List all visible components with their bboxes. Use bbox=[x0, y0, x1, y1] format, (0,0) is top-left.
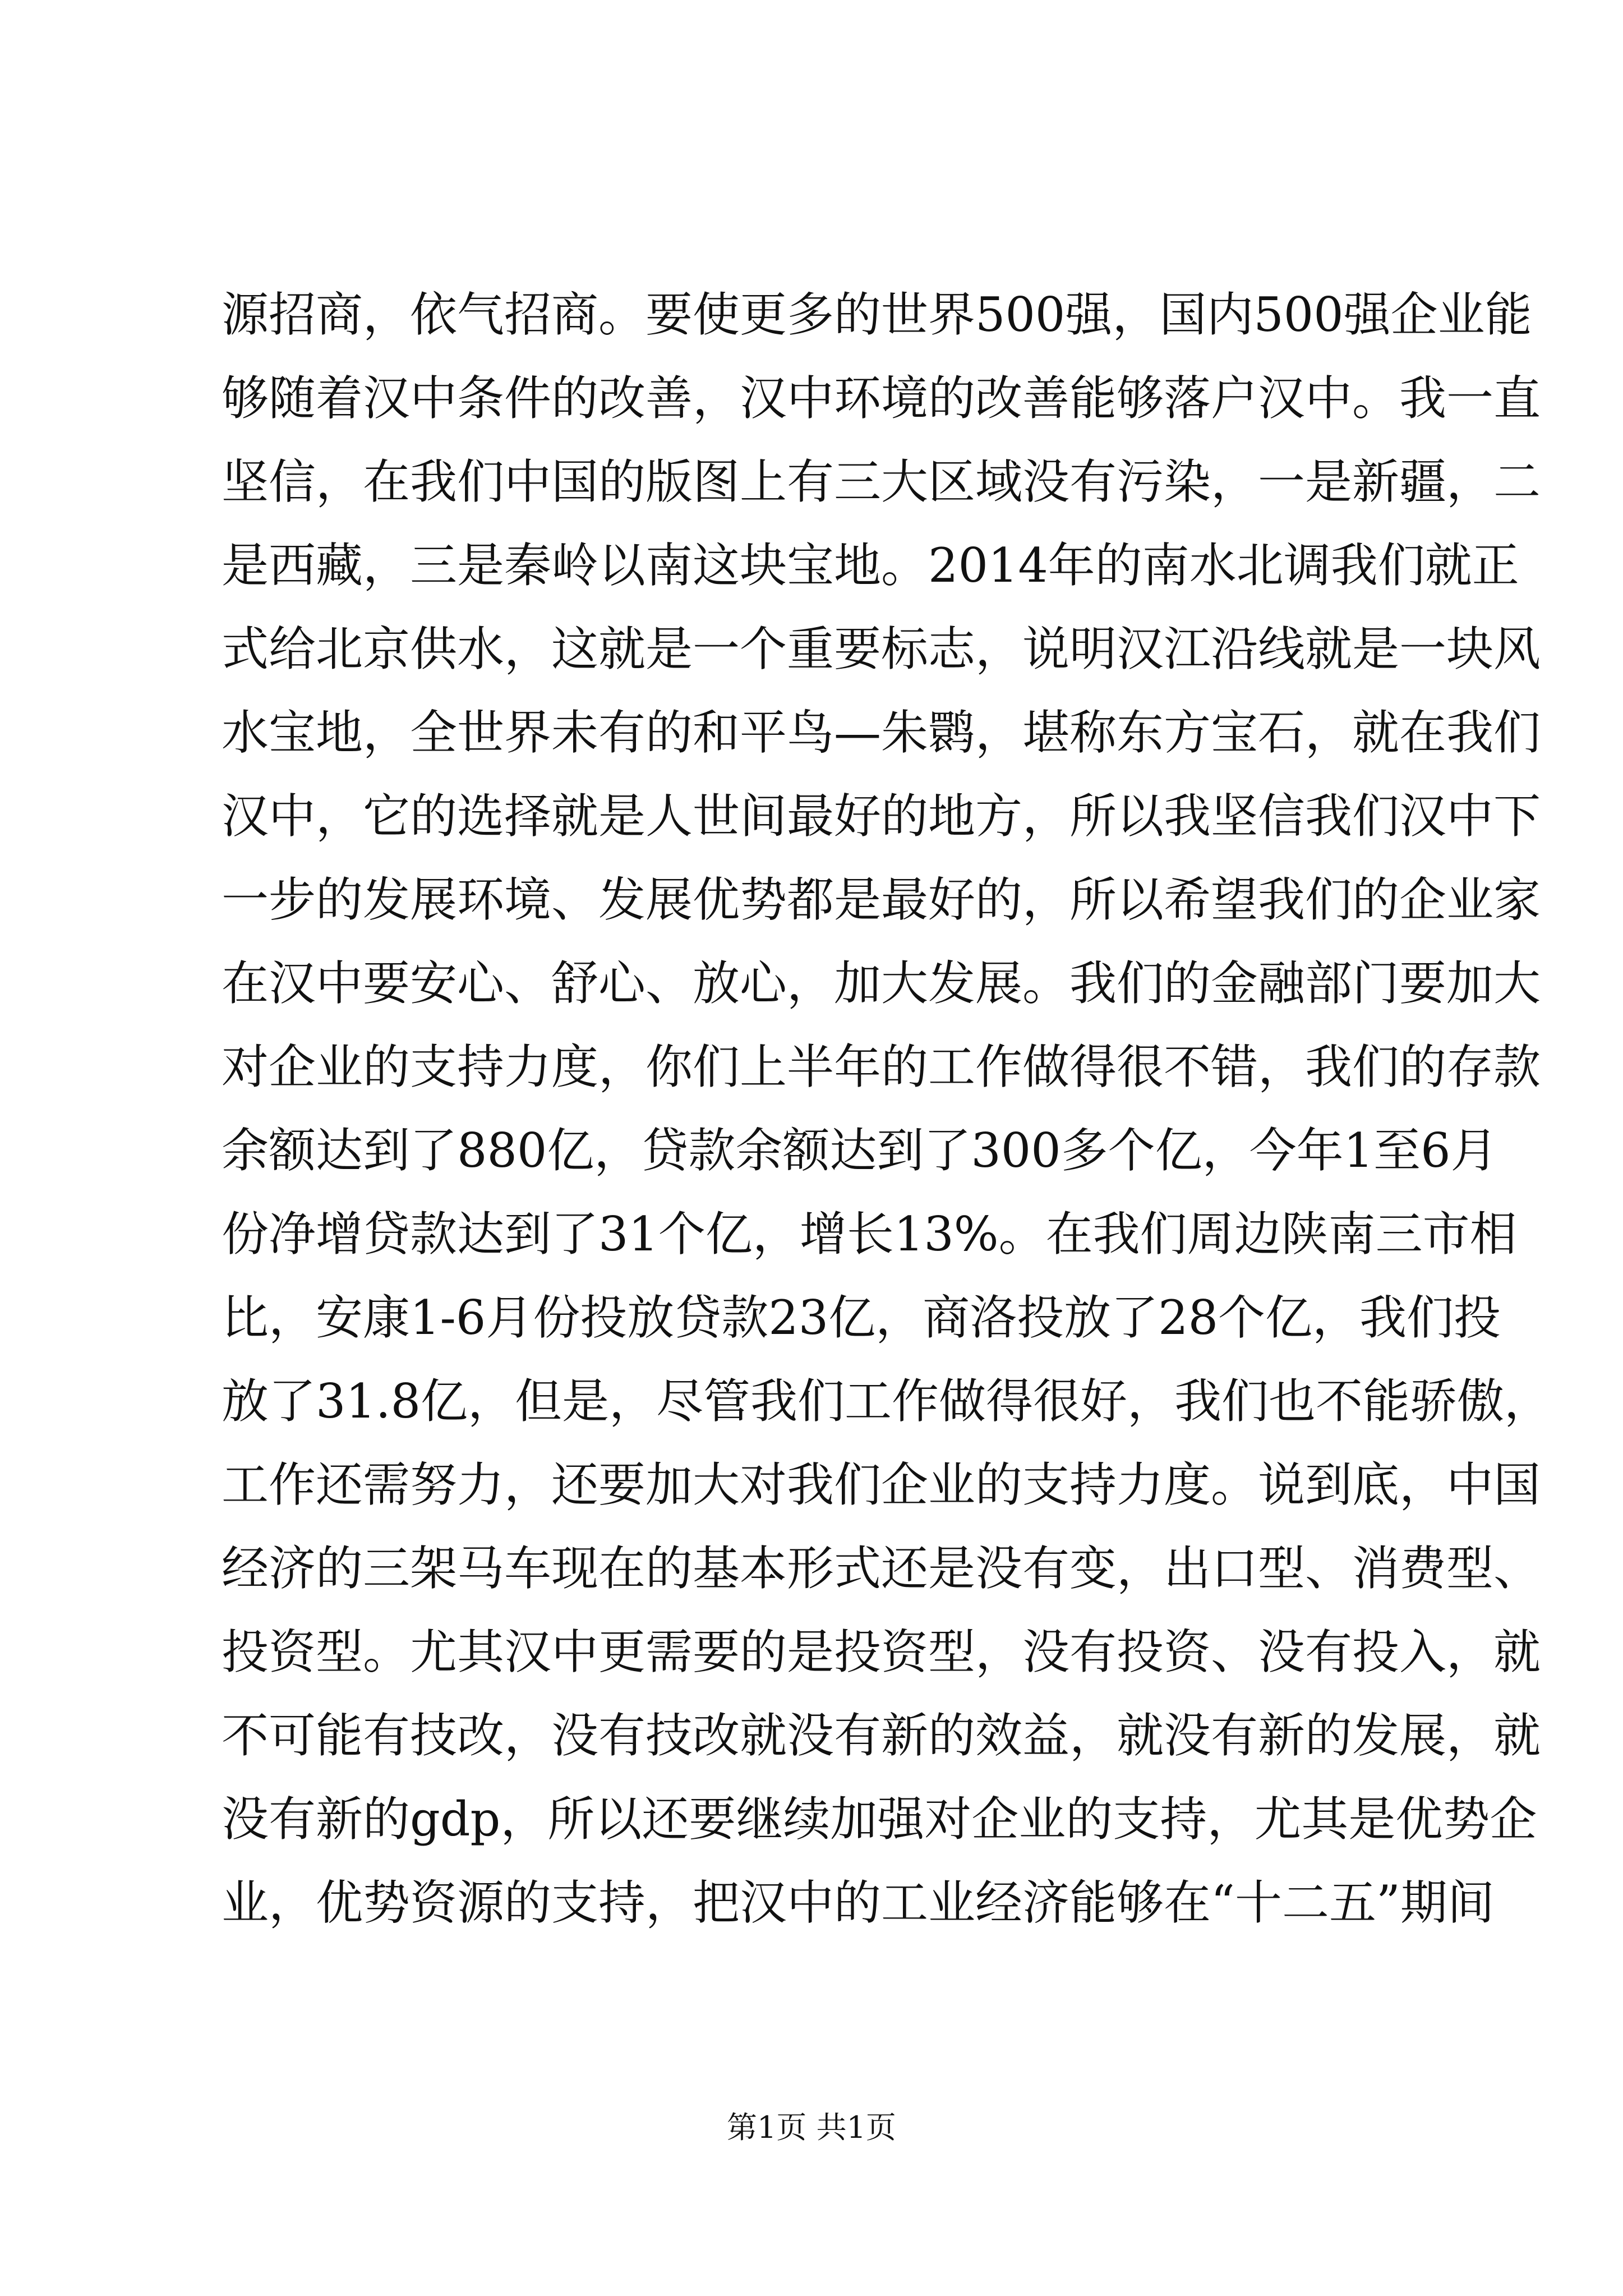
text-line: 份净增贷款达到了31个亿，增长13%。在我们周边陕南三市相 bbox=[222, 1207, 1517, 1262]
text-line: 比，安康1-6月份投放贷款23亿，商洛投放了28个亿，我们投 bbox=[222, 1290, 1501, 1345]
text-line: 经济的三架马车现在的基本形式还是没有变，出口型、消费型、 bbox=[222, 1541, 1541, 1596]
text-line: 放了31.8亿，但是，尽管我们工作做得很好，我们也不能骄傲， bbox=[222, 1374, 1552, 1429]
text-line: 不可能有技改，没有技改就没有新的效益，就没有新的发展，就 bbox=[222, 1708, 1541, 1763]
text-line: 够随着汉中条件的改善，汉中环境的改善能够落户汉中。我一直 bbox=[222, 371, 1541, 426]
text-line: 在汉中要安心、舒心、放心，加大发展。我们的金融部门要加大 bbox=[222, 956, 1541, 1011]
text-line: 对企业的支持力度，你们上半年的工作做得很不错，我们的存款 bbox=[222, 1039, 1541, 1094]
text-line: 源招商，依气招商。要使更多的世界500强，国内500强企业能 bbox=[222, 287, 1532, 342]
text-line: 是西藏，三是秦岭以南这块宝地。2014年的南水北调我们就正 bbox=[222, 538, 1519, 593]
text-line: 坚信，在我们中国的版图上有三大区域没有污染，一是新疆，二 bbox=[222, 454, 1541, 509]
body-text bbox=[222, 273, 1552, 1945]
text-line: 汉中，它的选择就是人世间最好的地方，所以我坚信我们汉中下 bbox=[222, 789, 1541, 844]
text-line: 工作还需努力，还要加大对我们企业的支持力度。说到底，中国 bbox=[222, 1457, 1541, 1512]
text-line: 没有新的gdp，所以还要继续加强对企业的支持，尤其是优势企 bbox=[222, 1792, 1537, 1847]
text-line: 投资型。尤其汉中更需要的是投资型，没有投资、没有投入，就 bbox=[222, 1625, 1541, 1680]
text-line: 水宝地，全世界未有的和平鸟—朱鹮，堪称东方宝石，就在我们 bbox=[222, 705, 1541, 760]
text-line: 业，优势资源的支持，把汉中的工业经济能够在“十二五”期间 bbox=[222, 1875, 1495, 1930]
page-number-label: 第1页 共1页 bbox=[727, 2110, 896, 2145]
text-line: 一步的发展环境、发展优势都是最好的，所以希望我们的企业家 bbox=[222, 872, 1541, 927]
page-footer bbox=[0, 2108, 1623, 2147]
text-line: 余额达到了880亿，贷款余额达到了300多个亿，今年1至6月 bbox=[222, 1123, 1498, 1178]
text-line: 式给北京供水，这就是一个重要标志，说明汉江沿线就是一块风 bbox=[222, 622, 1541, 677]
